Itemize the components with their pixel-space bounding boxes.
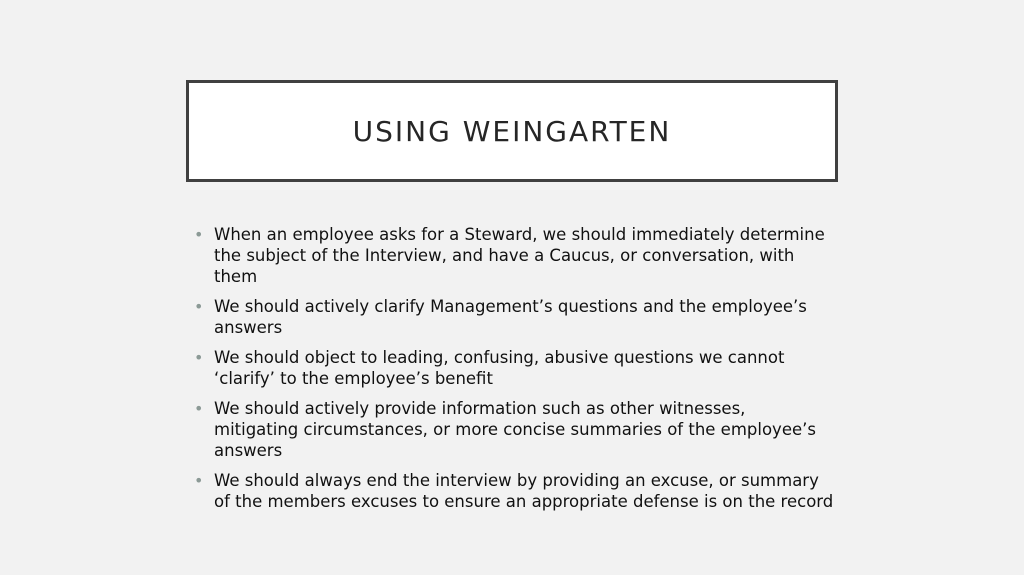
bullet-dot-icon: • <box>194 225 204 244</box>
bullet-list <box>194 224 834 521</box>
bullet-dot-icon: • <box>194 297 204 316</box>
bullet-item <box>194 347 834 389</box>
bullet-text: We should object to leading, confusing, abusive questions we cannot ‘clarify’ to the employee’s benefit <box>214 348 785 388</box>
slide-title: USING WEINGARTEN <box>352 114 672 148</box>
bullet-dot-icon: • <box>194 471 204 490</box>
bullet-item <box>194 296 834 338</box>
bullet-item <box>194 398 834 461</box>
bullet-text: We should always end the interview by providing an excuse, or summary of the members excuses to ensure an appropriate defense is on the record <box>214 471 834 511</box>
bullet-item <box>194 470 834 512</box>
bullet-dot-icon: • <box>194 399 204 418</box>
bullet-text: We should actively clarify Management’s questions and the employee’s answers <box>214 297 807 337</box>
bullet-dot-icon: • <box>194 348 204 367</box>
title-box <box>186 80 838 182</box>
bullet-text: When an employee asks for a Steward, we should immediately determine the subject of the Interview, and have a Caucus, or conversation, with them <box>214 225 825 286</box>
bullet-text: We should actively provide information such as other witnesses, mitigating circumstances, or more concise summaries of the employee’s answers <box>214 399 816 460</box>
bullet-item <box>194 224 834 287</box>
